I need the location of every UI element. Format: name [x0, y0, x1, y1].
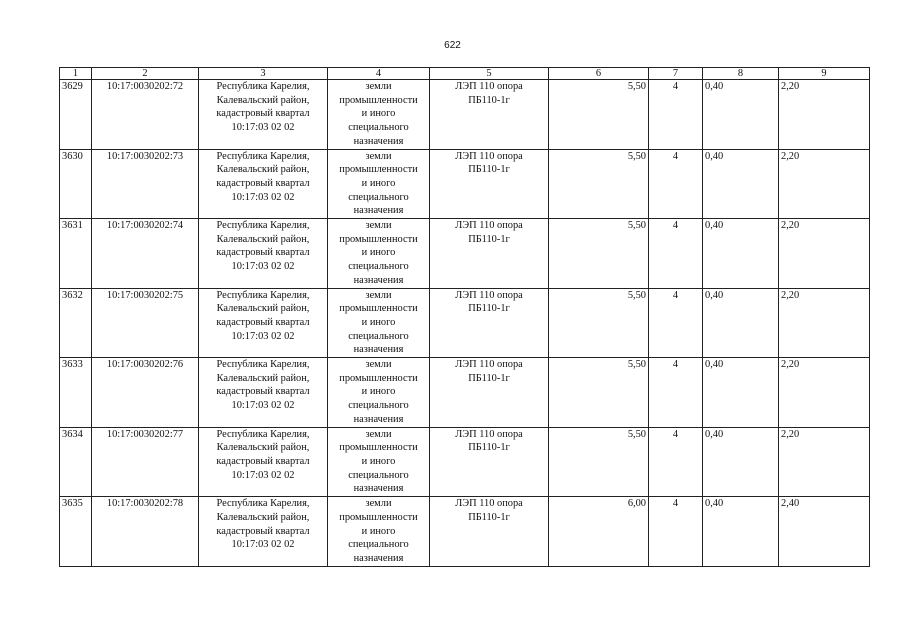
- category-line: специального: [348, 191, 409, 203]
- table-row: [60, 219, 870, 289]
- value-cell-6: [549, 80, 649, 150]
- row-number-cell: [60, 497, 92, 567]
- location-line: кадастровый квартал: [216, 525, 310, 537]
- value-cell-9: [779, 358, 870, 428]
- value-9: 2,20: [781, 150, 800, 162]
- column-header: 4: [328, 68, 430, 80]
- table-body: [60, 80, 870, 567]
- row-number-cell: [60, 288, 92, 358]
- location-line: кадастровый квартал: [216, 177, 310, 189]
- table-row: [60, 497, 870, 567]
- row-number: 3630: [62, 150, 83, 162]
- cadastral-number: 10:17:0030202:78: [106, 498, 184, 510]
- value-cell-7: [649, 80, 703, 150]
- category-line: и иного: [361, 247, 396, 259]
- object-line: ПБ110-1г: [468, 94, 510, 106]
- value-cell-9: [779, 219, 870, 289]
- column-header: 1: [60, 68, 92, 80]
- value-8: 0,40: [705, 81, 724, 92]
- category-line: и иного: [361, 455, 396, 467]
- value-cell-8: [703, 358, 779, 428]
- location-line: Республика Карелия,: [216, 289, 310, 301]
- value-6: 6,00: [627, 498, 646, 510]
- value-cell-9: [779, 497, 870, 567]
- object-line: ЛЭП 110 опора: [455, 428, 523, 440]
- value-7: 4: [672, 428, 679, 440]
- object-line: ЛЭП 110 опора: [455, 359, 523, 371]
- category-line: промышленности: [339, 303, 418, 315]
- value-9: 2,20: [781, 220, 800, 232]
- value-8: 0,40: [705, 498, 724, 510]
- value-cell-7: [649, 427, 703, 497]
- category-line: и иного: [361, 177, 396, 189]
- row-number-cell: [60, 427, 92, 497]
- column-header: 6: [549, 68, 649, 80]
- object-cell: [430, 149, 549, 219]
- location-line: кадастровый квартал: [216, 455, 310, 467]
- value-cell-6: [549, 288, 649, 358]
- object-line: ПБ110-1г: [468, 372, 510, 384]
- object-line: ПБ110-1г: [468, 303, 510, 315]
- location-line: кадастровый квартал: [216, 108, 310, 120]
- land-plots-table: [59, 67, 870, 567]
- row-number: 3632: [62, 289, 83, 301]
- value-7: 4: [672, 359, 679, 371]
- object-cell: [430, 497, 549, 567]
- land-category-cell: [328, 149, 430, 219]
- value-7: 4: [672, 81, 679, 92]
- category-line: и иного: [361, 386, 396, 398]
- column-header: 5: [430, 68, 549, 80]
- location-line: 10:17:03 02 02: [231, 400, 295, 412]
- value-cell-8: [703, 80, 779, 150]
- cadastral-number-cell: [92, 497, 199, 567]
- value-cell-9: [779, 427, 870, 497]
- category-line: земли: [365, 220, 392, 232]
- object-cell: [430, 80, 549, 150]
- category-line: промышленности: [339, 511, 418, 523]
- value-9: 2,20: [781, 289, 800, 301]
- value-cell-6: [549, 497, 649, 567]
- object-cell: [430, 427, 549, 497]
- object-line: ПБ110-1г: [468, 233, 510, 245]
- location-line: Калевальский район,: [216, 442, 310, 454]
- category-line: и иного: [361, 525, 396, 537]
- land-category-cell: [328, 219, 430, 289]
- category-line: специального: [348, 539, 409, 551]
- location-cell: [199, 497, 328, 567]
- value-cell-8: [703, 219, 779, 289]
- table-row: [60, 288, 870, 358]
- cadastral-number-cell: [92, 219, 199, 289]
- category-line: назначения: [353, 344, 404, 356]
- object-line: ПБ110-1г: [468, 164, 510, 176]
- column-header: 9: [779, 68, 870, 80]
- value-9: 2,20: [781, 428, 800, 440]
- page-number: 622: [444, 40, 461, 51]
- land-category-cell: [328, 288, 430, 358]
- value-7: 4: [672, 289, 679, 301]
- value-9: 2,40: [781, 498, 800, 510]
- column-header: 2: [92, 68, 199, 80]
- location-line: 10:17:03 02 02: [231, 261, 295, 273]
- land-category-cell: [328, 427, 430, 497]
- cadastral-number-cell: [92, 427, 199, 497]
- cadastral-number: 10:17:0030202:73: [106, 150, 184, 162]
- value-cell-8: [703, 497, 779, 567]
- object-line: ЛЭП 110 опора: [455, 220, 523, 232]
- category-line: земли: [365, 289, 392, 301]
- location-line: Калевальский район,: [216, 164, 310, 176]
- object-cell: [430, 288, 549, 358]
- value-cell-9: [779, 80, 870, 150]
- value-cell-9: [779, 149, 870, 219]
- category-line: промышленности: [339, 442, 418, 454]
- value-7: 4: [672, 150, 679, 162]
- row-number: 3635: [62, 498, 83, 510]
- value-cell-7: [649, 149, 703, 219]
- category-line: земли: [365, 428, 392, 440]
- category-line: промышленности: [339, 94, 418, 106]
- land-category-cell: [328, 497, 430, 567]
- category-line: промышленности: [339, 164, 418, 176]
- column-header: 8: [703, 68, 779, 80]
- category-line: промышленности: [339, 233, 418, 245]
- object-line: ЛЭП 110 опора: [455, 150, 523, 162]
- location-line: Республика Карелия,: [216, 428, 310, 440]
- cadastral-number: 10:17:0030202:74: [106, 220, 184, 232]
- value-6: 5,50: [627, 81, 646, 92]
- location-line: Республика Карелия,: [216, 359, 310, 371]
- row-number-cell: [60, 219, 92, 289]
- location-line: 10:17:03 02 02: [231, 122, 295, 134]
- value-8: 0,40: [705, 220, 724, 232]
- category-line: назначения: [353, 552, 404, 564]
- object-cell: [430, 219, 549, 289]
- column-header: 7: [649, 68, 703, 80]
- row-number: 3631: [62, 220, 83, 232]
- value-cell-6: [549, 149, 649, 219]
- category-line: земли: [365, 498, 392, 510]
- value-cell-6: [549, 358, 649, 428]
- row-number-cell: [60, 149, 92, 219]
- value-9: 2,20: [781, 81, 800, 92]
- category-line: земли: [365, 359, 392, 371]
- category-line: промышленности: [339, 372, 418, 384]
- value-9: 2,20: [781, 359, 800, 371]
- row-number: 3629: [62, 81, 83, 92]
- category-line: земли: [365, 81, 392, 92]
- location-line: 10:17:03 02 02: [231, 191, 295, 203]
- value-8: 0,40: [705, 428, 724, 440]
- cadastral-number: 10:17:0030202:75: [106, 289, 184, 301]
- object-line: ЛЭП 110 опора: [455, 289, 523, 301]
- location-line: 10:17:03 02 02: [231, 330, 295, 342]
- location-cell: [199, 358, 328, 428]
- object-line: ПБ110-1г: [468, 511, 510, 523]
- column-number-row: [60, 68, 870, 80]
- cadastral-number: 10:17:0030202:76: [106, 359, 184, 371]
- cadastral-number-cell: [92, 149, 199, 219]
- value-8: 0,40: [705, 150, 724, 162]
- row-number-cell: [60, 358, 92, 428]
- row-number: 3634: [62, 428, 83, 440]
- location-line: Республика Карелия,: [216, 81, 310, 92]
- value-6: 5,50: [627, 428, 646, 440]
- row-number: 3633: [62, 359, 83, 371]
- location-line: кадастровый квартал: [216, 316, 310, 328]
- object-line: ЛЭП 110 опора: [455, 498, 523, 510]
- object-line: ЛЭП 110 опора: [455, 81, 523, 92]
- value-cell-8: [703, 427, 779, 497]
- table-row: [60, 427, 870, 497]
- object-line: ПБ110-1г: [468, 442, 510, 454]
- category-line: специального: [348, 122, 409, 134]
- category-line: назначения: [353, 274, 404, 286]
- value-cell-9: [779, 288, 870, 358]
- value-6: 5,50: [627, 359, 646, 371]
- table-row: [60, 358, 870, 428]
- value-cell-7: [649, 358, 703, 428]
- value-6: 5,50: [627, 220, 646, 232]
- value-cell-7: [649, 219, 703, 289]
- category-line: назначения: [353, 205, 404, 217]
- value-cell-6: [549, 219, 649, 289]
- value-cell-6: [549, 427, 649, 497]
- location-line: 10:17:03 02 02: [231, 469, 295, 481]
- category-line: и иного: [361, 316, 396, 328]
- location-line: Республика Карелия,: [216, 220, 310, 232]
- location-line: Республика Карелия,: [216, 150, 310, 162]
- cadastral-number: 10:17:0030202:77: [106, 428, 184, 440]
- location-line: Калевальский район,: [216, 94, 310, 106]
- category-line: назначения: [353, 135, 404, 147]
- value-8: 0,40: [705, 359, 724, 371]
- table-row: [60, 80, 870, 150]
- category-line: назначения: [353, 413, 404, 425]
- location-line: Калевальский район,: [216, 372, 310, 384]
- category-line: земли: [365, 150, 392, 162]
- category-line: специального: [348, 261, 409, 273]
- value-6: 5,50: [627, 150, 646, 162]
- location-cell: [199, 427, 328, 497]
- category-line: назначения: [353, 483, 404, 495]
- location-line: кадастровый квартал: [216, 386, 310, 398]
- location-cell: [199, 80, 328, 150]
- table-row: [60, 149, 870, 219]
- location-cell: [199, 219, 328, 289]
- location-cell: [199, 149, 328, 219]
- cadastral-number-cell: [92, 358, 199, 428]
- location-line: Калевальский район,: [216, 233, 310, 245]
- object-cell: [430, 358, 549, 428]
- cadastral-number-cell: [92, 80, 199, 150]
- location-cell: [199, 288, 328, 358]
- value-cell-8: [703, 149, 779, 219]
- category-line: и иного: [361, 108, 396, 120]
- location-line: Калевальский район,: [216, 303, 310, 315]
- land-category-cell: [328, 358, 430, 428]
- value-7: 4: [672, 498, 679, 510]
- row-number-cell: [60, 80, 92, 150]
- location-line: Калевальский район,: [216, 511, 310, 523]
- value-cell-7: [649, 288, 703, 358]
- category-line: специального: [348, 400, 409, 412]
- land-category-cell: [328, 80, 430, 150]
- location-line: 10:17:03 02 02: [231, 539, 295, 551]
- cadastral-number-cell: [92, 288, 199, 358]
- cadastral-number: 10:17:0030202:72: [106, 81, 184, 92]
- location-line: кадастровый квартал: [216, 247, 310, 259]
- location-line: Республика Карелия,: [216, 498, 310, 510]
- category-line: специального: [348, 330, 409, 342]
- value-8: 0,40: [705, 289, 724, 301]
- column-header: 3: [199, 68, 328, 80]
- value-cell-8: [703, 288, 779, 358]
- value-6: 5,50: [627, 289, 646, 301]
- value-7: 4: [672, 220, 679, 232]
- category-line: специального: [348, 469, 409, 481]
- value-cell-7: [649, 497, 703, 567]
